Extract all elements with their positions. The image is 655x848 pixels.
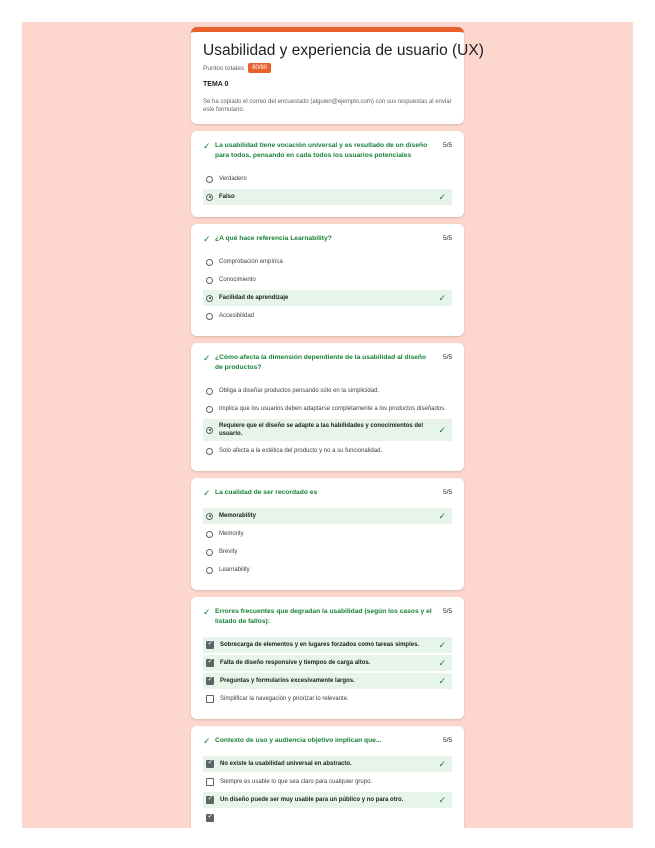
check-icon: ✓ (438, 758, 446, 769)
question-points: 5/5 (442, 737, 452, 744)
option-label: No existe la usabilidad universal en abstracto. (220, 761, 352, 767)
option-label: Obliga a diseñar productos pensando sólo en la simplicidad. (219, 388, 380, 394)
option-label: Siempre es usable lo que sea claro para cualquier grupo. (220, 779, 373, 785)
question-header (203, 607, 452, 627)
option-label: Verdadero (219, 176, 247, 182)
question-card (191, 343, 464, 471)
check-icon: ✓ (438, 510, 446, 521)
option-label: Comprobación empírica (219, 259, 283, 265)
check-icon: ✓ (438, 639, 446, 650)
radio-unchecked[interactable] (206, 567, 213, 574)
form-header-card (191, 27, 484, 124)
radio-unchecked[interactable] (206, 313, 213, 320)
option-row[interactable] (203, 637, 452, 653)
question-card (191, 478, 464, 590)
option-row[interactable] (203, 691, 452, 707)
option-label: Solo afecta a la estética del producto y no a su funcionalidad. (219, 448, 383, 454)
form-background (22, 22, 633, 828)
question-header (203, 736, 452, 746)
radio-unchecked[interactable] (206, 531, 213, 538)
radio-unchecked[interactable] (206, 549, 213, 556)
check-icon: ✓ (438, 675, 446, 686)
options-list (203, 383, 452, 459)
option-label: Implica que los usuarios deben adaptarse completamente a los productos diseñados. (219, 406, 446, 412)
checkbox-unchecked[interactable] (206, 778, 214, 786)
checkbox-checked[interactable] (206, 641, 214, 649)
radio-checked[interactable] (206, 513, 213, 520)
question-header (203, 234, 452, 244)
question-points: 5/5 (442, 489, 452, 496)
option-label: Simplificar la navegación y priorizar lo relevante. (220, 696, 349, 702)
radio-unchecked[interactable] (206, 406, 213, 413)
option-row[interactable] (203, 544, 452, 560)
checkbox-unchecked[interactable] (206, 695, 214, 703)
question-points: 5/5 (442, 354, 452, 361)
option-row[interactable] (203, 401, 452, 417)
option-label: Accesibilidad (219, 313, 255, 319)
radio-unchecked[interactable] (206, 448, 213, 455)
check-icon: ✓ (203, 736, 211, 746)
option-label: Requiere que el diseño se adapte a las habilidades y conocimientos del usuario. (219, 423, 424, 437)
question-text: La usabilidad tiene vocación universal y es resultado de un diseño para todos, pensando en cada todos los usuarios potenciales (215, 142, 428, 159)
question-card (191, 597, 464, 719)
check-icon: ✓ (203, 141, 211, 151)
score-badge: 80/80 (248, 63, 271, 73)
question-header (203, 353, 452, 373)
check-icon: ✓ (203, 607, 211, 617)
check-icon: ✓ (438, 657, 446, 668)
question-text: La cualidad de ser recordado es (215, 489, 318, 496)
check-icon: ✓ (203, 488, 211, 498)
option-row[interactable] (203, 810, 452, 826)
check-icon: ✓ (203, 353, 211, 363)
radio-unchecked[interactable] (206, 277, 213, 284)
question-card (191, 224, 464, 336)
option-row[interactable] (203, 308, 452, 324)
form-title: Usabilidad y experiencia de usuario (UX) (203, 42, 484, 59)
form-column (191, 27, 484, 828)
question-text: Errores frecuentes que degradan la usabilidad (según los casos y el listado de fallos): (215, 608, 432, 625)
question-points: 5/5 (442, 235, 452, 242)
form-description: Se ha copiado el correo del encuestado (alguien@ejemplo.com) con sus respuestas al enviar este formulario. (203, 99, 452, 113)
check-icon: ✓ (438, 292, 446, 303)
option-label: Brevity (219, 549, 238, 555)
question-text: ¿A qué hace referencia Learnability? (215, 235, 332, 242)
question-card (191, 131, 464, 217)
option-row[interactable] (203, 189, 452, 205)
section-label: TEMA 0 (203, 81, 229, 88)
check-icon: ✓ (203, 234, 211, 244)
checkbox-checked[interactable] (206, 796, 214, 804)
radio-unchecked[interactable] (206, 176, 213, 183)
options-list (203, 508, 452, 578)
question-header (203, 488, 452, 498)
option-row[interactable] (203, 562, 452, 578)
options-list (203, 171, 452, 205)
question-text: ¿Cómo afecta la dimensión dependiente de la usabilidad al diseño de productos? (215, 354, 427, 371)
option-label: Conocimiento (219, 277, 256, 283)
option-row[interactable] (203, 774, 452, 790)
checkbox-checked[interactable] (206, 659, 214, 667)
radio-checked[interactable] (206, 427, 213, 434)
option-label: Falso (219, 194, 235, 200)
option-row[interactable] (203, 254, 452, 270)
question-points: 5/5 (442, 608, 452, 615)
option-label: Sobrecarga de elementos y en lugares forzados como tareas simples. (220, 642, 420, 648)
check-icon: ✓ (438, 191, 446, 202)
options-list (203, 756, 452, 826)
option-label (220, 815, 446, 821)
option-label: Falta de diseño responsive y tiempos de carga altos. (220, 660, 371, 666)
option-label: Memorability (219, 513, 257, 519)
option-row[interactable] (203, 792, 452, 808)
option-label: Un diseño puede ser muy usable para un público y no para otro. (220, 797, 404, 803)
option-row[interactable] (203, 526, 452, 542)
option-row[interactable] (203, 673, 452, 689)
option-row[interactable] (203, 383, 452, 399)
option-label: Facilidad de aprendizaje (219, 295, 289, 301)
question-text: Contexto de uso y audiencia objetivo implican que... (215, 737, 382, 744)
radio-checked[interactable] (206, 194, 213, 201)
radio-unchecked[interactable] (206, 388, 213, 395)
question-header (203, 141, 452, 161)
radio-unchecked[interactable] (206, 259, 213, 266)
option-row[interactable] (203, 419, 452, 441)
option-row[interactable] (203, 272, 452, 288)
checkbox-checked[interactable] (206, 814, 214, 822)
options-list (203, 254, 452, 324)
option-row[interactable] (203, 508, 452, 524)
score-row (203, 63, 452, 73)
check-icon: ✓ (438, 794, 446, 805)
radio-checked[interactable] (206, 295, 213, 302)
option-label: Preguntas y formularios excesivamente largos. (220, 678, 355, 684)
check-icon: ✓ (438, 424, 446, 435)
option-row[interactable] (203, 655, 452, 671)
question-card (191, 726, 464, 828)
option-label: Learnability (219, 567, 250, 573)
question-points: 5/5 (442, 142, 452, 149)
option-row[interactable] (203, 756, 452, 772)
questions-list (191, 131, 464, 828)
checkbox-checked[interactable] (206, 677, 214, 685)
checkbox-checked[interactable] (206, 760, 214, 768)
options-list (203, 637, 452, 707)
option-row[interactable] (203, 171, 452, 187)
score-label: Puntos totales (203, 64, 245, 72)
option-row[interactable] (203, 290, 452, 306)
option-label: Memority (219, 531, 244, 537)
option-row[interactable] (203, 443, 452, 459)
